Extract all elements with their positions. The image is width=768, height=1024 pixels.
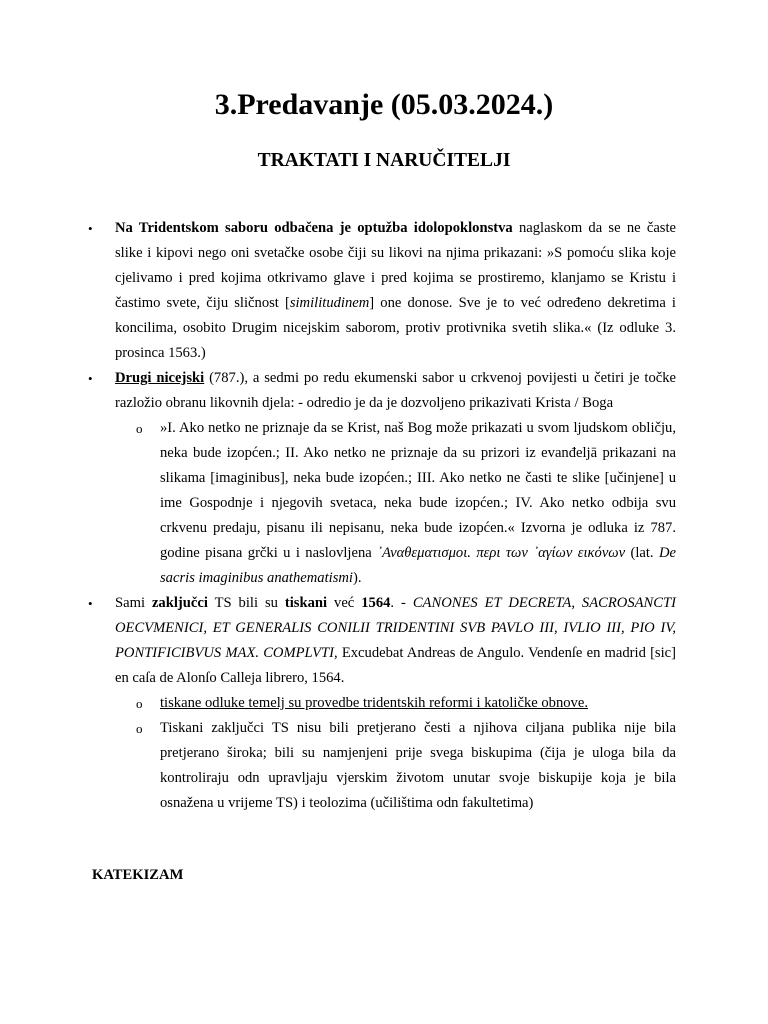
circle-bullet-icon: o (136, 421, 143, 436)
item-bold-text: Na Tridentskom saboru odbačena je optužba idolopoklonstva (115, 220, 513, 236)
section-heading: KATEKIZAM (92, 867, 184, 883)
circle-bullet-icon: o (136, 696, 143, 711)
item-text: ] one donose. Sve je to već određeno dekretima i koncilima, osobito Drugim nicejskim saborom, protiv protivnika svetih slika.« (Iz odluke 3. prosinca 1563.) (115, 295, 676, 361)
sublist-item-anathemas (136, 416, 676, 591)
document-body (0, 216, 768, 816)
bullet-icon: • (88, 221, 93, 236)
page-subtitle: TRAKTATI I NARUČITELJI (257, 150, 511, 171)
page-title: 3.Predavanje (05.03.2024.) (214, 88, 554, 121)
bullet-icon: • (88, 596, 93, 611)
item-text: , Excudebat Andreas de Angulo. Vendenſe en madrid [sic] en caſa de Alonſo Calleja librero, 1564. (115, 645, 676, 686)
item-bold-text: zaključci (151, 595, 208, 611)
circle-bullet-icon: o (136, 721, 143, 736)
item-text: (lat. (625, 545, 659, 561)
item-italic-text: CANONES ET DECRETA, SACROSANCTI OECVMENICI, ET GENERALIS CONILII TRIDENTINI SVB PAVLO III, IVLIO III, PIO IV, PONTIFICIBVUS MAX. COMPLVTI (115, 595, 676, 661)
item-text: . - (390, 595, 413, 611)
item-text: ). (352, 570, 362, 586)
list-item-trident (88, 216, 677, 366)
list-item-nicaea (88, 366, 677, 416)
sublist-item-reforms (136, 691, 676, 716)
item-text: već (327, 595, 362, 611)
item-text: Tiskani zaključci TS nisu bili pretjerano česti a njihova ciljana publika nije bila pretjerano široka; bili su namjenjeni prije svega biskupima (čija je uloga bila da kontroliraju odn upravljaju vjerskim životom unutar svoje biskupije koja je bila osnažena u vrijeme TS) i teolozima (učilištima odn fakultetima) (160, 720, 676, 811)
item-bold-text: Drugi nicejski (115, 370, 205, 386)
item-text: TS bili su (207, 595, 285, 611)
item-text: »I. Ako netko ne priznaje da se Krist, naš Bog može prikazati u svom ljudskom obličju, neka bude izopćen.; II. Ako netko ne priznaje da su prizori iz evanđeljā prikazani na slikama [imaginibus], neka bude izopćen.; III. Ako netko ne časti te slike [učinjene] u ime Gospodnje i njegovih svetaca, neka bude izopćen.; IV. Ako netko odbija svu crkvenu predaju, pisanu ili nepisanu, neka bude izopćen.« Izvorna je odluka iz 787. godine pisana grčki u i naslovljena (160, 420, 676, 561)
bullet-icon: • (88, 371, 93, 386)
item-latin-text: De sacris imaginibus anathematismi (160, 545, 676, 586)
item-italic-text: similitudinem (289, 295, 370, 311)
item-text: Sami (115, 595, 152, 611)
sublist-item-audience (136, 716, 676, 816)
item-text: naglaskom da se ne časte slike i kipovi nego oni svetačke osobe čiji su likovi na njima prikazani: »S pomoću slika koje cjelivamo i pred kojima otkrivamo glave i pred kojima se prostiremo, klanjamo se Kristu i častimo svete, čiju sličnost [ (115, 220, 677, 311)
item-bold-text: 1564 (361, 595, 391, 611)
item-text: (787.), a sedmi po redu ekumenski sabor u crkvenoj povijesti u četiri je točke razložio obranu likovnih djela: - odredio je da je dozvoljeno prikazivati Krista / Boga (115, 370, 677, 411)
list-item-printed-conclusions (88, 591, 676, 691)
item-underlined-text: tiskane odluke temelj su provedbe tridentskih reformi i katoličke obnove. (160, 695, 588, 711)
item-bold-text: tiskani (284, 595, 328, 611)
item-greek-text: ᾽Αναθεματισμοι. περι των ᾽αγίων εικόνων (377, 545, 626, 561)
